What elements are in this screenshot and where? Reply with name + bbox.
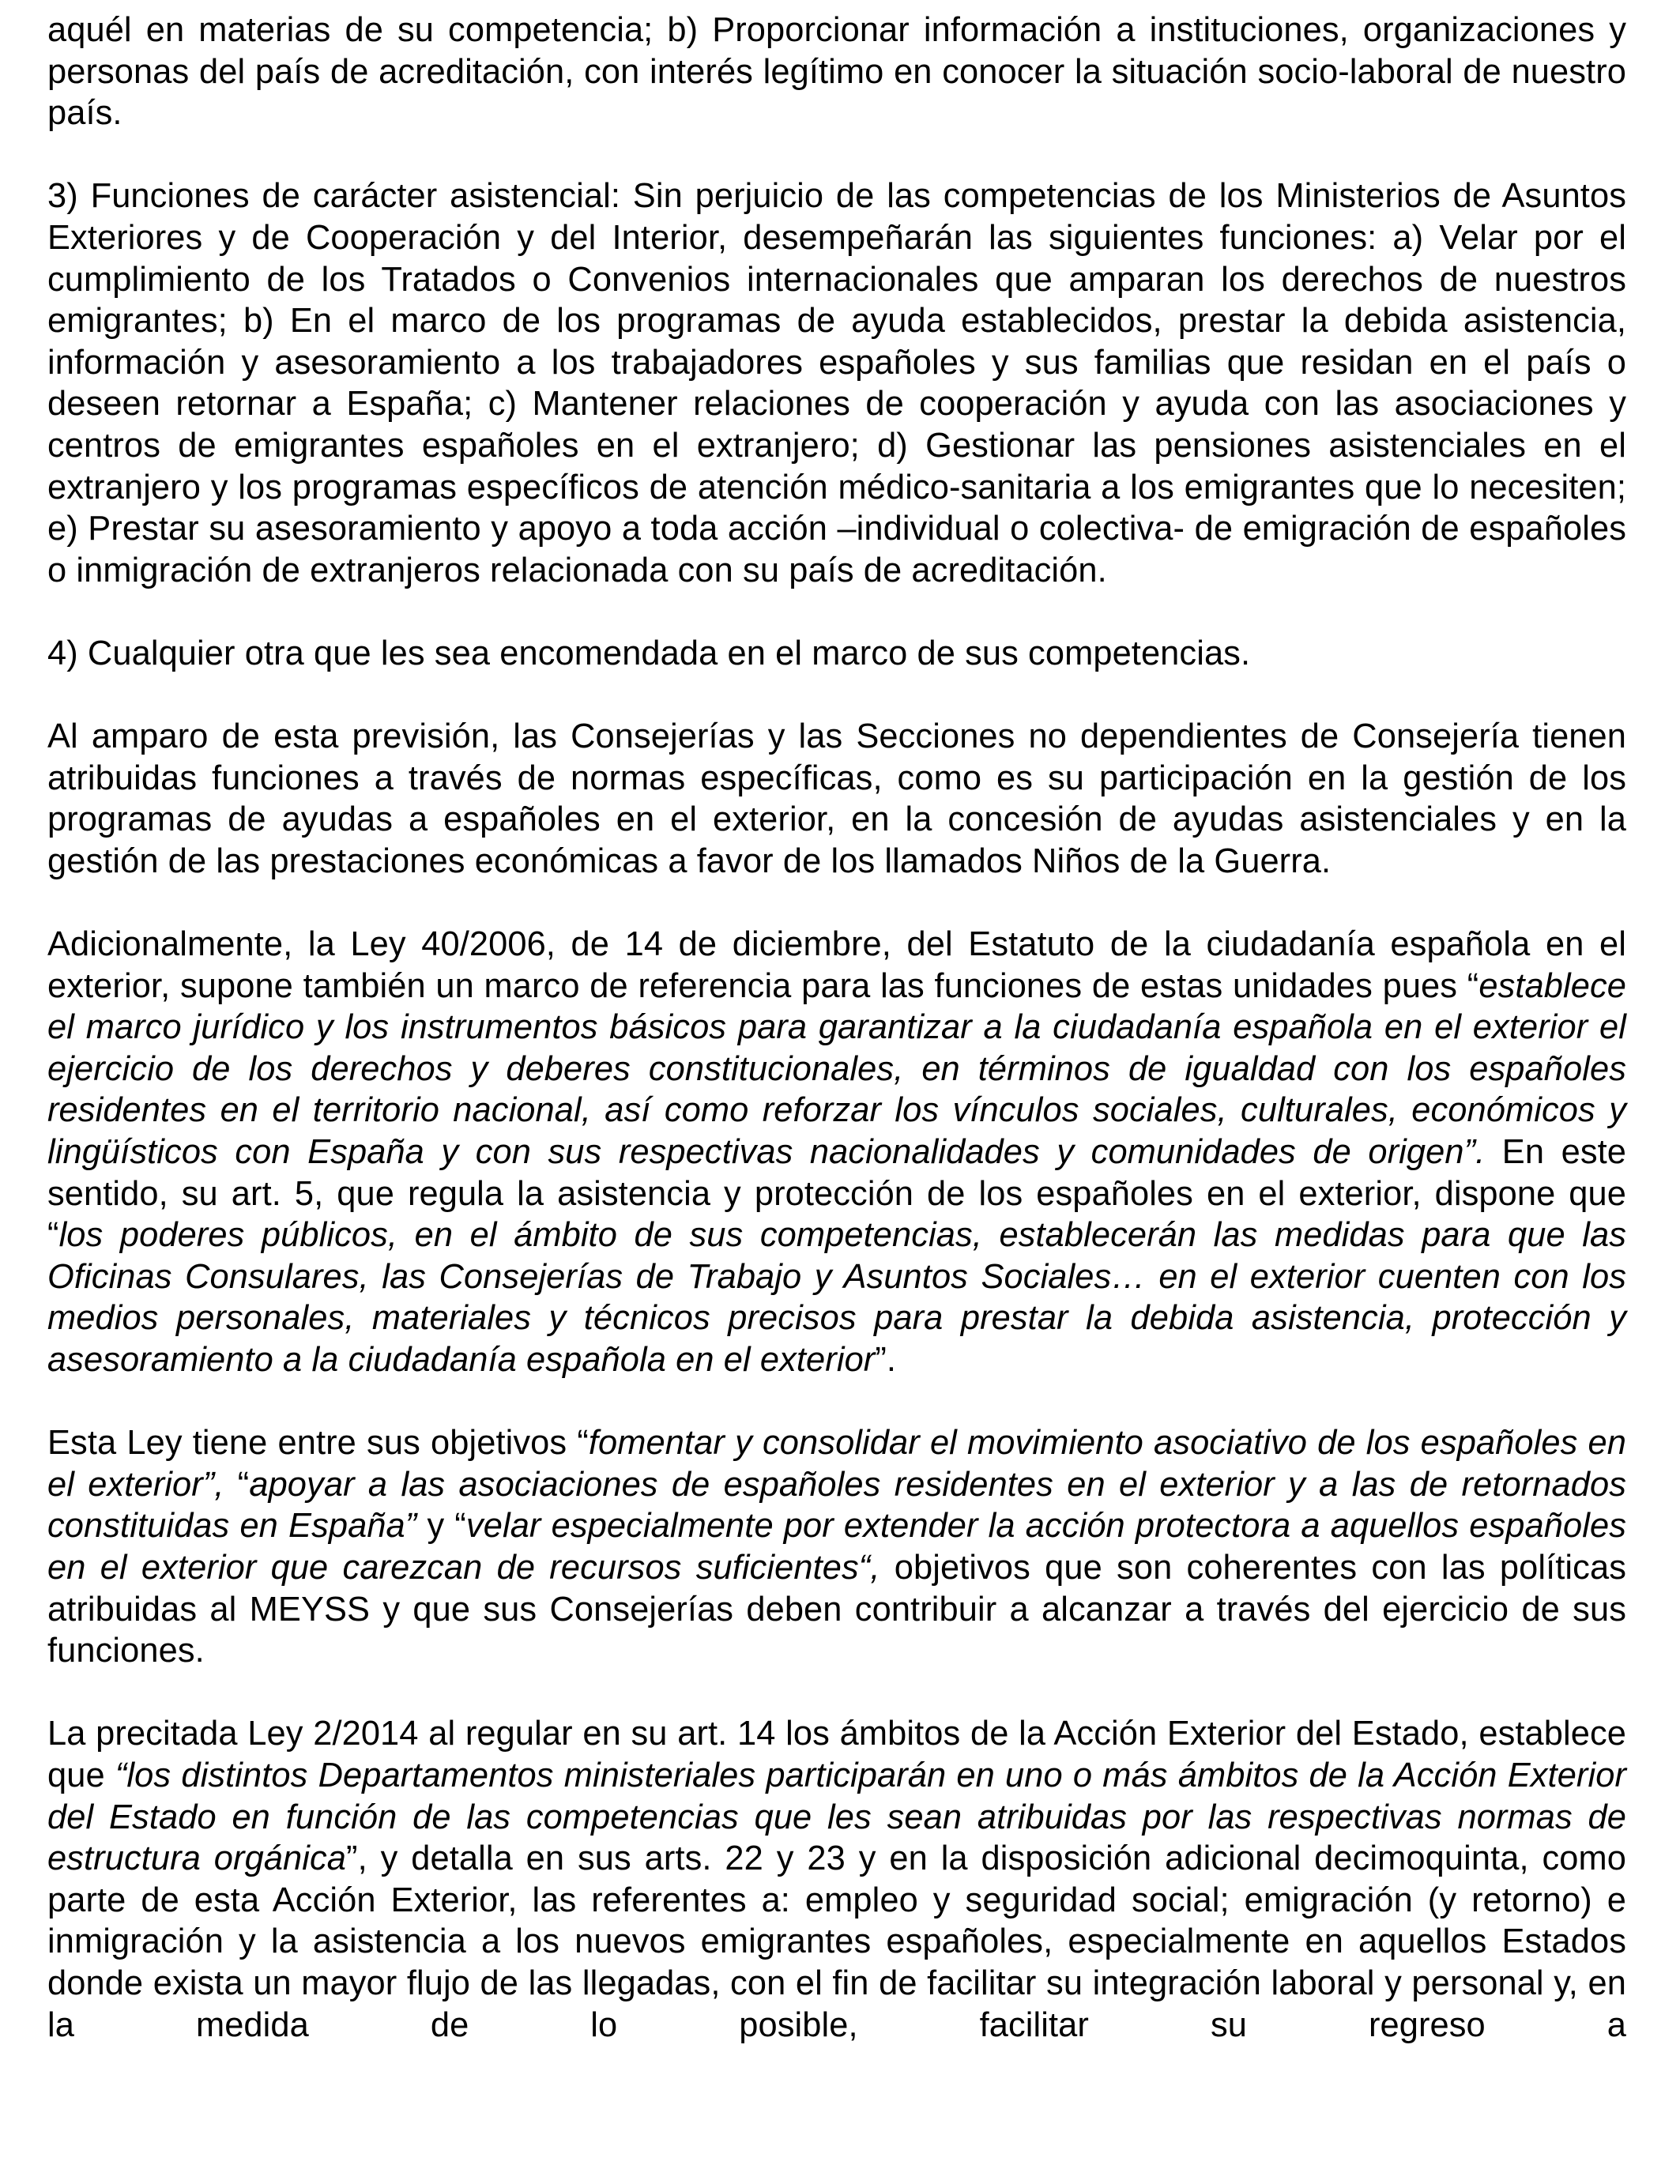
quoted-text: “los distintos Departamentos ministeriales participarán en uno o más ámbitos de la Acción Exterior del Estado en función de las competencias que les sean atribuidas por las respectivas normas de estructura orgánica bbox=[47, 1756, 1626, 1878]
paragraph-objetivos-ley bbox=[47, 1422, 1626, 1672]
paragraph-ley-40-2006 bbox=[47, 924, 1626, 1381]
paragraph-amparo-prevision bbox=[47, 716, 1626, 882]
body-text: Esta Ley tiene entre sus objetivos “ bbox=[47, 1424, 589, 1463]
body-text: En este sentido, su art. 5, que regula la asistencia y protección de los españoles en el exterior, dispone que “ bbox=[47, 1133, 1627, 1255]
body-text: Adicionalmente, la Ley 40/2006, de 14 de diciembre, del Estatuto de la ciudadanía española en el exterior, supone también un marco de referencia para las funciones de estas unidades pues “ bbox=[47, 925, 1626, 1005]
body-text: ”, y detalla en sus arts. 22 y 23 y en la disposición adicional decimoquinta, como parte de esta Acción Exterior, las referentes a: empleo y seguridad social; emigración (y retorno) e inmigración y la asistencia a los nuevos emigrantes españoles, especialmente en aquellos Estados donde exista un mayor flujo de las llegadas, con el fin de facilitar su integración laboral y personal y, en la medida de lo posible, facilitar su regreso a bbox=[47, 1839, 1626, 2044]
paragraph-continuation bbox=[47, 9, 1626, 134]
body-text: objetivos que son coherentes con las políticas atribuidas al MEYSS y que sus Consejerías deben contribuir a alcanzar a través del ejercicio de sus funciones. bbox=[47, 1548, 1626, 1670]
body-text: Al amparo de esta previsión, las Consejerías y las Secciones no dependientes de Consejería tienen atribuidas funciones a través de normas específicas, como es su participación en la gestión de los programas de ayudas a españoles en el exterior, en la concesión de ayudas asistenciales y en la gestión de las prestaciones económicas a favor de los llamados Niños de la Guerra. bbox=[47, 717, 1626, 880]
quoted-text: establece el marco jurídico y los instrumentos básicos para garantizar a la ciudadanía española en el exterior el ejercicio de los derechos y deberes constitucionales, en términos de igualdad con los españoles residentes en el territorio nacional, así como reforzar los vínculos sociales, culturales, económicos y lingüísticos con España y con sus respectivas nacionalidades y comunidades de origen”. bbox=[47, 966, 1626, 1172]
quoted-text: fomentar y consolidar el movimiento asociativo de los españoles en el exterior”, bbox=[47, 1424, 1627, 1504]
quoted-text: apoyar a las asociaciones de españoles residentes en el exterior y a las de retornados constituidas en España” bbox=[47, 1465, 1626, 1546]
body-text: 4) Cualquier otra que les sea encomendada en el marco de sus competencias. bbox=[47, 634, 1251, 672]
quoted-text: los poderes públicos, en el ámbito de sus competencias, establecerán las medidas para que las Oficinas Consulares, las Consejerías de Trabajo y Asuntos Sociales… en el exterior cuenten con los medios personales, materiales y técnicos precisos para prestar la debida asistencia, protección y asesoramiento a la ciudadanía española en el exterior bbox=[47, 1216, 1626, 1379]
document-page bbox=[47, 9, 1626, 2088]
paragraph-otras-funciones bbox=[47, 633, 1626, 675]
quoted-text: velar especialmente por extender la acción protectora a aquellos españoles en el exterior que carezcan de recursos suficientes“, bbox=[47, 1507, 1626, 1587]
body-text: 3) Funciones de carácter asistencial: Sin perjuicio de las competencias de los Ministerios de Asuntos Exteriores y de Cooperación y del Interior, desempeñarán las siguientes funciones: a) Velar por el cumplimiento de los Tratados o Convenios internacionales que amparan los derechos de nuestros emigrantes; b) En el marco de los programas de ayuda establecidos, prestar la debida asistencia, información y asesoramiento a los trabajadores españoles y sus familias que residan en el país o deseen retornar a España; c) Mantener relaciones de cooperación y ayuda con las asociaciones y centros de emigrantes españoles en el extranjero; d) Gestionar las pensiones asistenciales en el extranjero y los programas específicos de atención médico-sanitaria a los emigrantes que lo necesiten; e) Prestar su asesoramiento y apoyo a toda acción –individual o colectiva- de emigración de españoles o inmigración de extranjeros relacionada con su país de acreditación. bbox=[47, 177, 1626, 589]
body-text: La precitada Ley 2/2014 al regular en su art. 14 los ámbitos de la Acción Exterior del Estado, establece que bbox=[47, 1715, 1626, 1794]
body-text: aquél en materias de su competencia; b) Proporcionar información a instituciones, organizaciones y personas del país de acreditación, con interés legítimo en conocer la situación socio-laboral de nuestro país. bbox=[47, 11, 1626, 133]
body-text: “ bbox=[224, 1465, 250, 1504]
paragraph-funciones-asistencial bbox=[47, 175, 1626, 591]
body-text: ”. bbox=[875, 1341, 897, 1379]
body-text: y “ bbox=[416, 1507, 466, 1546]
paragraph-ley-2-2014 bbox=[47, 1713, 1626, 2046]
